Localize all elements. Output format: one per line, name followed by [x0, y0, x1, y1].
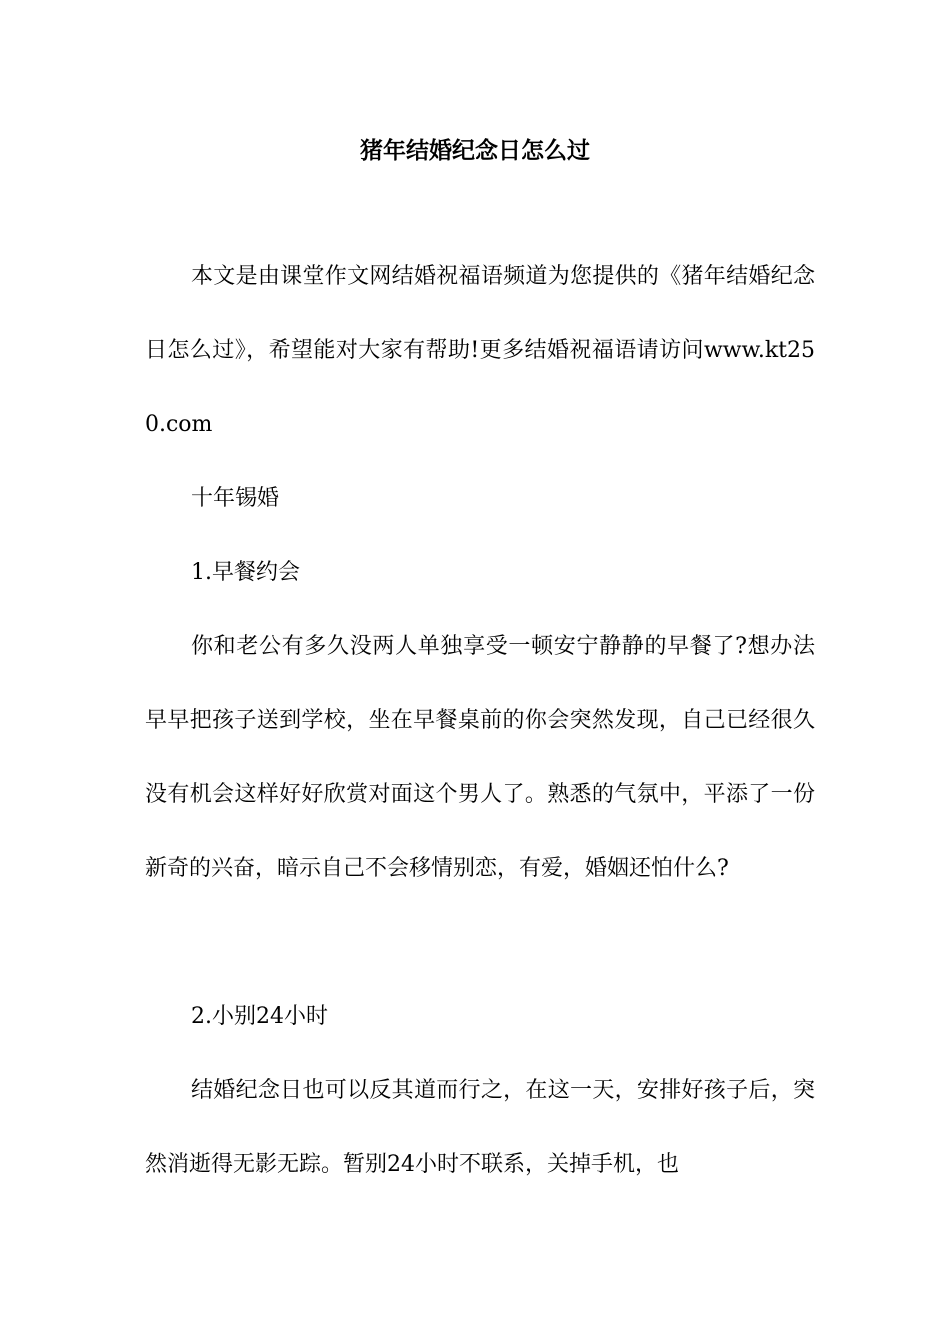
paragraph-intro: 本文是由课堂作文网结婚祝福语频道为您提供的《猪年结婚纪念日怎么过》，希望能对大家有帮助!更多结婚祝福语请访问www.kt250.com: [145, 264, 815, 437]
section-heading-tin-anniversary: 十年锡婚: [191, 486, 280, 511]
paragraph-breakfast-date: 你和老公有多久没两人单独享受一顿安宁静静的早餐了?想办法早早把孩子送到学校，坐在早餐桌前的你会突然发现，自己已经很久没有机会这样好好欣赏对面这个男人了。熟悉的气氛中，平添了一份新奇的兴奋，暗示自己不会移情别恋，有爱，婚姻还怕什么?: [145, 634, 815, 881]
paragraph-24-hours-apart: 结婚纪念日也可以反其道而行之，在这一天，安排好孩子后，突然消逝得无影无踪。暂别24小时不联系，关掉手机，也: [145, 1078, 815, 1177]
subheading-24-hours-apart: 2.小别24小时: [191, 1004, 328, 1029]
subheading-breakfast-date: 1.早餐约会: [191, 560, 300, 585]
document-title: 猪年结婚纪念日怎么过: [360, 137, 590, 164]
